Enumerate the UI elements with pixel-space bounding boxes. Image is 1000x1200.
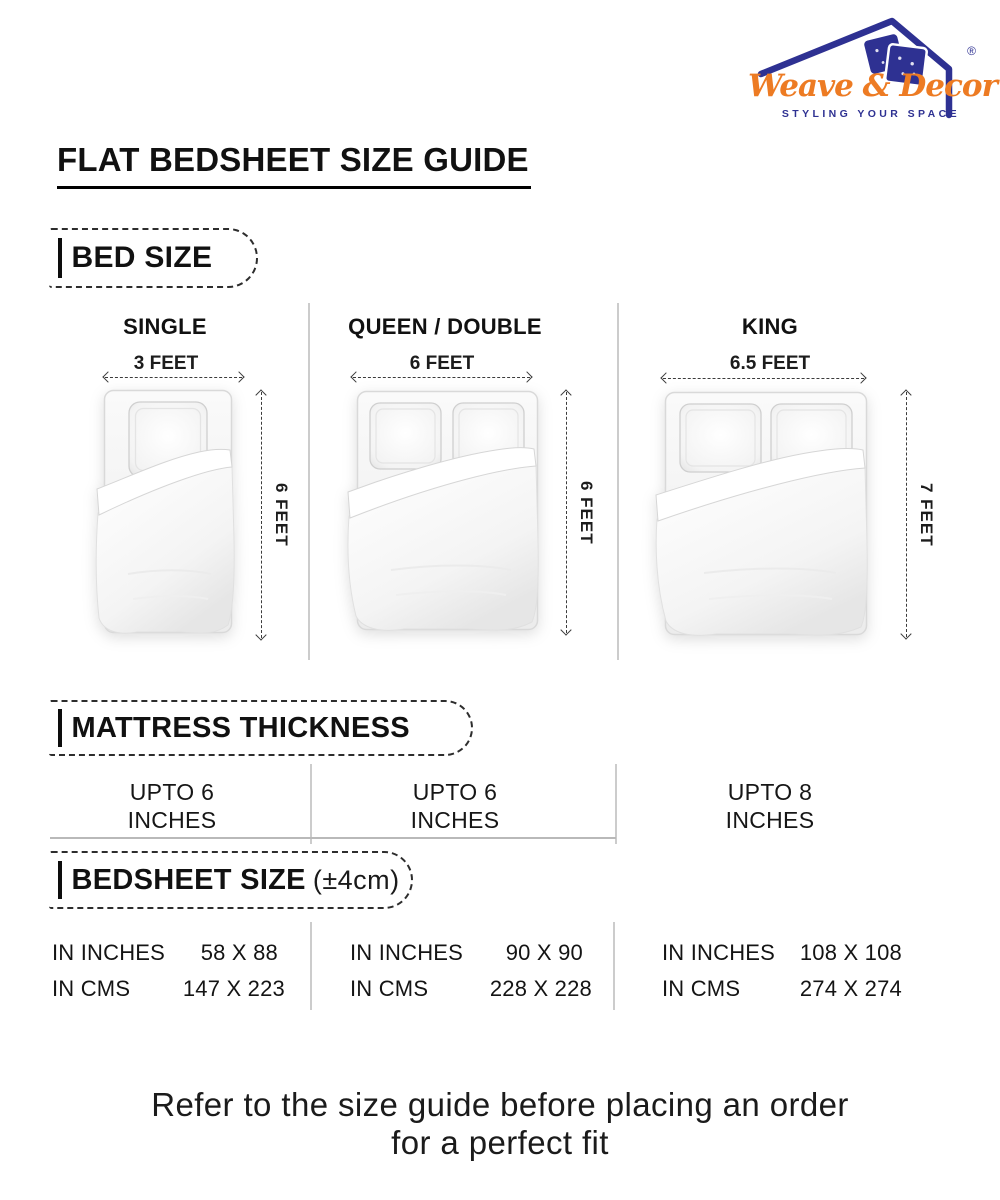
length-label-queen: 6 FEET (577, 480, 596, 545)
section-bar (58, 709, 62, 746)
sheet-cms-king: 274 X 274 (799, 976, 902, 1001)
brand-logo (734, 12, 997, 132)
length-arrow-single (261, 392, 262, 638)
brand-name: Weave & Decor (748, 68, 997, 104)
thickness-queen: UPTO 6 INCHES (410, 779, 500, 834)
sheet-size-row (350, 976, 592, 1002)
section-header-mattress-thickness: MATTRESS THICKNESS (49, 700, 473, 756)
section-bar (58, 861, 62, 900)
length-arrow-queen (566, 392, 567, 633)
cms-label: IN CMS (52, 976, 131, 1001)
section-header-bedsheet-size: BEDSHEET SIZE (±4cm) (49, 851, 413, 909)
sheet-size-row (662, 976, 902, 1002)
footer-note: Refer to the size guide before placing an order for a perfect fit (151, 1086, 849, 1162)
sheet-inches-queen: 90 X 90 (505, 940, 583, 965)
column-title-king: KING (741, 314, 799, 339)
width-arrow-single (105, 377, 242, 378)
sheet-inches-single: 58 X 88 (200, 940, 278, 965)
width-arrow-queen (353, 377, 530, 378)
cms-label: IN CMS (350, 976, 429, 1001)
tolerance-note: (±4cm) (312, 864, 400, 895)
length-arrow-king (906, 392, 907, 637)
width-label-queen: 6 FEET (409, 353, 475, 374)
section-rule (50, 837, 616, 839)
brand-tagline: STYLING YOUR SPACE (781, 108, 960, 120)
column-title-single: SINGLE (123, 314, 207, 339)
width-arrow-king (663, 378, 864, 379)
sheet-size-row (52, 940, 278, 966)
column-divider (615, 764, 617, 844)
length-label-king: 7 FEET (917, 482, 936, 547)
column-divider (310, 922, 312, 1010)
page-title: FLAT BEDSHEET SIZE GUIDE (57, 141, 531, 189)
column-divider (617, 303, 619, 660)
bed-illustration-queen (356, 390, 539, 631)
section-bar (58, 238, 62, 278)
cms-label: IN CMS (662, 976, 741, 1001)
inches-label: IN INCHES (662, 940, 776, 965)
width-label-single: 3 FEET (133, 353, 199, 374)
inches-label: IN INCHES (350, 940, 464, 965)
sheet-size-row (662, 940, 902, 966)
width-label-king: 6.5 FEET (729, 353, 811, 374)
sheet-size-row (350, 940, 583, 966)
sheet-size-row (52, 976, 285, 1002)
sheet-cms-single: 147 X 223 (182, 976, 285, 1001)
column-divider (308, 303, 310, 660)
column-divider (613, 922, 615, 1010)
bed-illustration-king (664, 391, 868, 636)
registered-mark: ® (967, 44, 976, 58)
inches-label: IN INCHES (52, 940, 166, 965)
thickness-king: UPTO 8 INCHES (725, 779, 815, 834)
thickness-single: UPTO 6 INCHES (127, 779, 217, 834)
section-header-bed-size: BED SIZE (49, 228, 258, 288)
column-title-queen: QUEEN / DOUBLE (348, 314, 542, 339)
sheet-inches-king: 108 X 108 (799, 940, 902, 965)
bed-illustration-single (103, 389, 233, 634)
length-label-single: 6 FEET (272, 483, 291, 547)
sheet-cms-queen: 228 X 228 (489, 976, 592, 1001)
